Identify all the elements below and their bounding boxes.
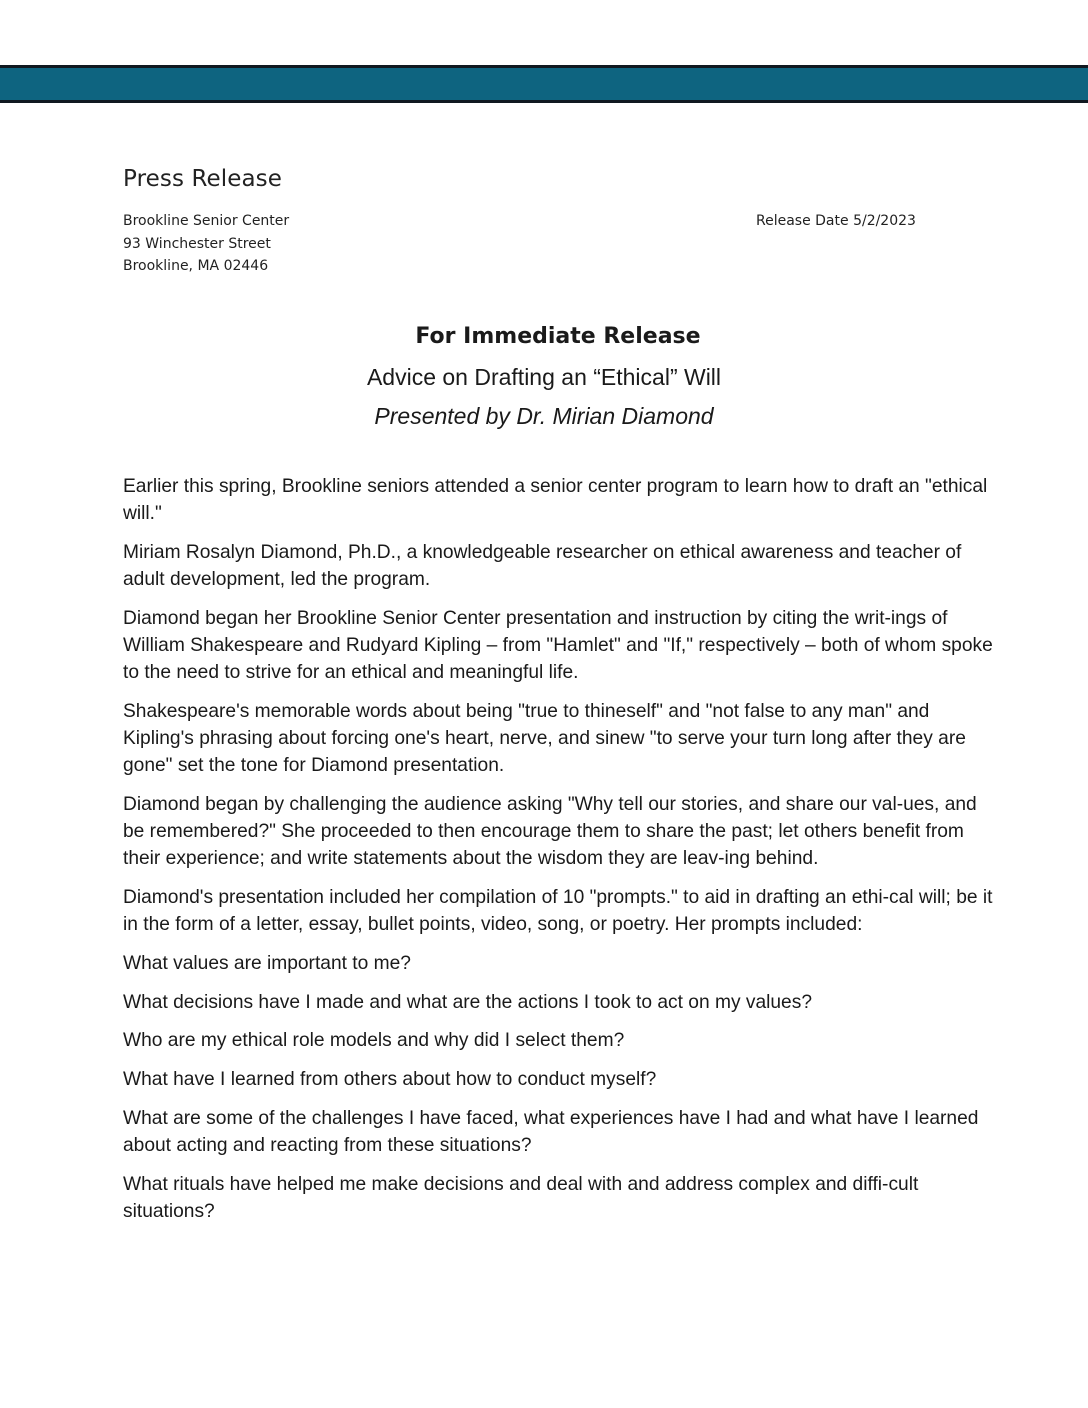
- organization-name: Brookline Senior Center: [123, 213, 290, 229]
- prompt-item: What decisions have I made and what are the actions I took to act on my values?: [123, 991, 812, 1013]
- prompt-item: What have I learned from others about how to conduct myself?: [123, 1069, 657, 1091]
- prompt-item: What values are important to me?: [123, 953, 411, 975]
- document-label: Press Release: [123, 166, 283, 192]
- body-paragraph: Miriam Rosalyn Diamond, Ph.D., a knowledgeable researcher on ethical awareness and teacher of adult development, led the program.: [123, 541, 962, 591]
- release-date: Release Date 5/2/2023: [756, 213, 916, 229]
- title-block: [0, 322, 1088, 431]
- presenter-line: Presented by Dr. Mirian Diamond: [374, 403, 714, 429]
- body-paragraph: Diamond's presentation included her compilation of 10 "prompts." to aid in drafting an ethi-cal will; be it in the form of a letter, essay, bullet points, video, song, or poetry. Her prompts included:: [123, 887, 993, 936]
- body-paragraph: Diamond began by challenging the audience asking "Why tell our stories, and share our val-ues, and be remembered?" She proceeded to then encourage them to share the past; let others benefit from their experience; and write statements about the wisdom they are leav-ing behind.: [123, 794, 977, 870]
- prompt-item: What rituals have helped me make decisions and deal with and address complex and diffi-cult situations?: [123, 1173, 919, 1222]
- body-paragraph: Earlier this spring, Brookline seniors attended a senior center program to learn how to draft an "ethical will.": [123, 476, 988, 525]
- prompt-item: What are some of the challenges I have faced, what experiences have I had and what have I learned about acting and reacting from these situations?: [123, 1107, 979, 1157]
- organization-city: Brookline, MA 02446: [123, 258, 269, 274]
- prompt-item: Who are my ethical role models and why did I select them?: [123, 1030, 625, 1052]
- release-body: [123, 473, 1003, 1237]
- header-band: [0, 65, 1088, 103]
- organization-street: 93 Winchester Street: [123, 235, 271, 252]
- body-paragraph: Shakespeare's memorable words about being "true to thineself" and "not false to any man" and Kipling's phrasing about forcing one's heart, nerve, and sinew "to serve your turn long after they are gone" set the tone for Diamond presentation.: [123, 700, 966, 777]
- release-heading: For Immediate Release: [415, 324, 701, 349]
- body-paragraph: Diamond began her Brookline Senior Center presentation and instruction by citing the writ-ings of William Shakespeare and Rudyard Kipling – from "Hamlet" and "If," respectively – both of whom spoke to the need to strive for an ethical and meaningful life.: [123, 607, 993, 684]
- sender-address: [123, 210, 289, 278]
- release-title: Advice on Drafting an “Ethical” Will: [366, 364, 722, 390]
